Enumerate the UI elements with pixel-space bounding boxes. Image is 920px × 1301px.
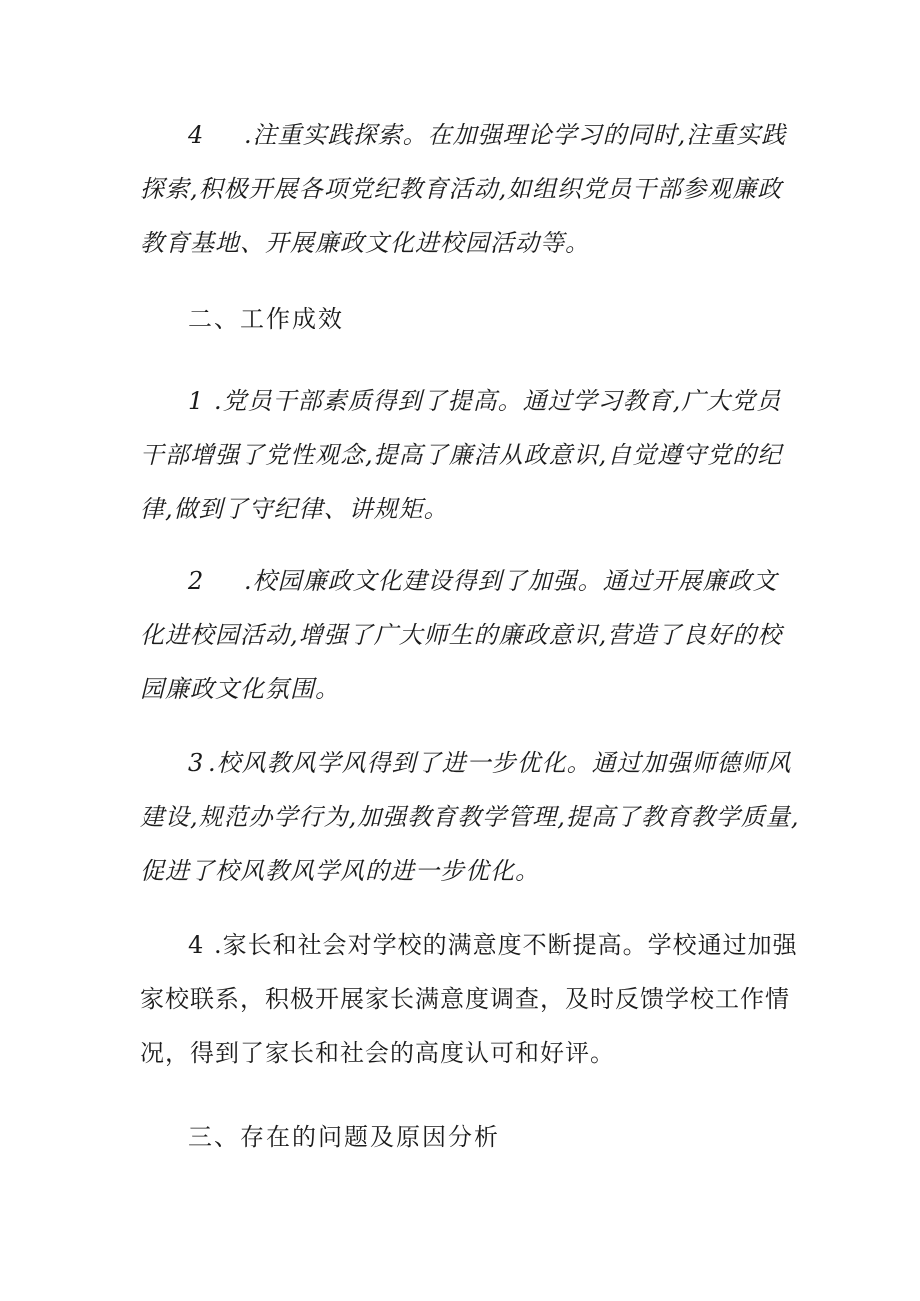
paragraph-text: .家长和社会对学校的满意度不断提高。学校通过加强家校联系，积极开展家长满意度调查，及时反馈学校工作情况，得到了家长和社会的高度认可和好评。 (140, 931, 798, 1067)
paragraph-campus-culture (140, 554, 800, 716)
item-number: 3 (188, 749, 205, 777)
paragraph-school-spirit (140, 736, 800, 898)
paragraph-text: .校风教风学风得到了进一步优化。通过加强师德师风建设,规范办学行为,加强教育教学管理,提高了教育教学质量,促进了校风教风学风的进一步优化。 (140, 749, 800, 885)
paragraph-text: .党员干部素质得到了提高。通过学习教育,广大党员干部增强了党性观念,提高了廉洁从政意识,自觉遵守党的纪律,做到了守纪律、讲规矩。 (140, 387, 783, 523)
paragraph-text: .校园廉政文化建设得到了加强。通过开展廉政文化进校园活动,增强了广大师生的廉政意识,营造了良好的校园廉政文化氛围。 (140, 567, 783, 703)
section-heading-problems-analysis: 三、存在的问题及原因分析 (188, 1123, 500, 1151)
item-number: 1 (188, 387, 205, 415)
section-heading-work-results: 二、工作成效 (188, 305, 344, 333)
paragraph-cadre-quality (140, 374, 800, 536)
paragraph-text: .注重实践探索。在加强理论学习的同时,注重实践探索,积极开展各项党纪教育活动,如组织党员干部参观廉政教育基地、开展廉政文化进校园活动等。 (140, 121, 787, 257)
item-number: 4 (188, 121, 205, 149)
item-number: 2 (188, 567, 205, 595)
paragraph-parent-satisfaction (140, 918, 800, 1080)
item-number: 4 (188, 931, 205, 959)
paragraph-practice-exploration (140, 108, 800, 270)
